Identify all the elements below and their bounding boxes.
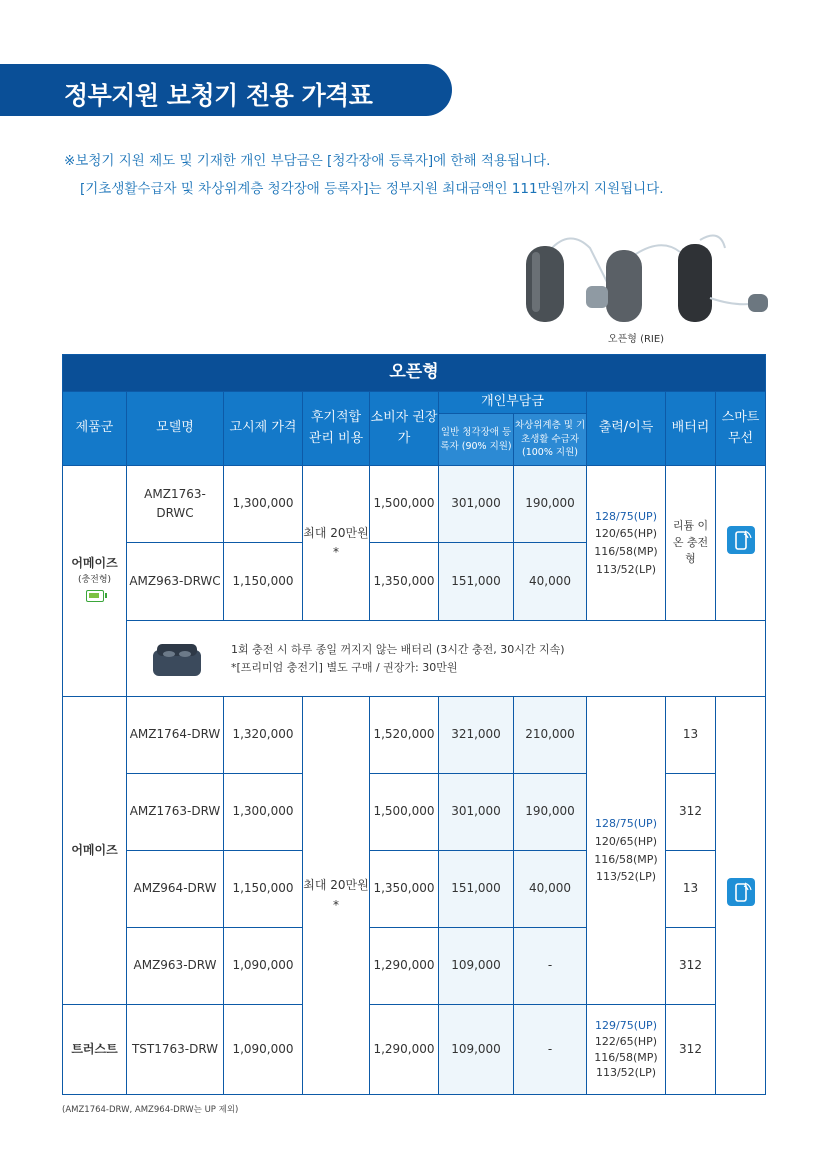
footnote: (AMZ1764-DRW, AMZ964-DRW는 UP 제외) — [62, 1105, 239, 1115]
general-cell: 109,000 — [439, 1005, 514, 1095]
notice-price-cell: 1,090,000 — [224, 928, 303, 1005]
notice-line-2: [기초생활수급자 및 차상위계층 청각장애 등록자]는 정부지원 최대금액인 111만원까지 지원됩니다. — [80, 181, 664, 197]
battery-cell: 13 — [666, 697, 716, 774]
output-up: 128/75(UP) — [595, 817, 657, 831]
header-retail: 소비자 권장가 — [370, 392, 439, 466]
general-cell: 109,000 — [439, 928, 514, 1005]
smart-cell — [716, 697, 766, 1095]
header-model: 모델명 — [127, 392, 224, 466]
output-mp: 116/58(MP) — [594, 545, 658, 558]
retail-cell: 1,350,000 — [370, 851, 439, 928]
charger-image — [149, 638, 205, 680]
retail-cell: 1,290,000 — [370, 928, 439, 1005]
model-cell: TST1763-DRW — [127, 1005, 224, 1095]
notice-price-cell: 1,300,000 — [224, 466, 303, 543]
battery-cell: 리튬 이온 충전형 — [666, 466, 716, 621]
group-amaze-rc — [63, 466, 127, 697]
battery-cell: 13 — [666, 851, 716, 928]
low-income-cell: 210,000 — [514, 697, 587, 774]
smartphone-wireless-icon — [727, 878, 755, 906]
general-cell: 151,000 — [439, 543, 514, 621]
charger-line-1: 1회 충전 시 하루 종일 꺼지지 않는 배터리 (3시간 충전, 30시간 지속) — [231, 643, 565, 657]
table-row — [63, 466, 766, 543]
header-personal: 개인부담금 — [439, 392, 587, 414]
output-lp: 113/52(LP) — [595, 1066, 657, 1080]
image-caption: 오픈형 (RIE) — [607, 334, 665, 345]
table-row — [63, 1005, 766, 1095]
battery-charging-icon — [86, 590, 104, 602]
charger-row — [63, 621, 766, 697]
output-hp: 122/65(HP) — [594, 1034, 658, 1048]
general-cell: 151,000 — [439, 851, 514, 928]
header-notice-price: 고시제 가격 — [224, 392, 303, 466]
header-output: 출력/이득 — [587, 392, 666, 466]
retail-cell: 1,350,000 — [370, 543, 439, 621]
battery-cell: 312 — [666, 928, 716, 1005]
low-income-cell: - — [514, 1005, 587, 1095]
retail-cell: 1,500,000 — [370, 774, 439, 851]
retail-cell: 1,500,000 — [370, 466, 439, 543]
model-cell: AMZ963-DRW — [127, 928, 224, 1005]
output-up: 128/75(UP) — [595, 509, 657, 523]
general-cell: 321,000 — [439, 697, 514, 774]
group-sublabel: (충전형) — [77, 575, 112, 586]
retail-cell: 1,290,000 — [370, 1005, 439, 1095]
battery-cell: 312 — [666, 1005, 716, 1095]
model-cell: AMZ1764-DRW — [127, 697, 224, 774]
table-caption: 오픈형 — [63, 355, 766, 392]
smartphone-wireless-icon — [727, 526, 755, 554]
output-lp: 113/52(LP) — [595, 562, 657, 576]
output-cell — [587, 697, 666, 1005]
notice-price-cell: 1,150,000 — [224, 543, 303, 621]
header-battery: 배터리 — [666, 392, 716, 466]
hearing-aid-image — [510, 228, 780, 328]
battery-cell: 312 — [666, 774, 716, 851]
model-cell: AMZ1763-DRW — [127, 774, 224, 851]
output-cell — [587, 1005, 666, 1095]
group-label: 어메이즈 — [71, 556, 118, 571]
header-personal-general: 일반 청각장애 등록자 (90% 지원) — [439, 414, 514, 466]
header-personal-low: 차상위계층 및 기초생활 수급자 (100% 지원) — [514, 414, 587, 466]
output-mp: 116/58(MP) — [594, 1050, 658, 1064]
smart-cell — [716, 466, 766, 621]
output-up: 129/75(UP) — [595, 1018, 657, 1032]
price-table — [62, 354, 766, 1095]
low-income-cell: 40,000 — [514, 543, 587, 621]
group-amaze: 어메이즈 — [63, 697, 127, 1005]
output-hp: 120/65(HP) — [594, 834, 658, 848]
model-cell: AMZ964-DRW — [127, 851, 224, 928]
low-income-cell: 40,000 — [514, 851, 587, 928]
model-cell: AMZ1763-DRWC — [127, 466, 224, 543]
notice-price-cell: 1,320,000 — [224, 697, 303, 774]
notice-price-cell: 1,150,000 — [224, 851, 303, 928]
general-cell: 301,000 — [439, 466, 514, 543]
header-group: 제품군 — [63, 392, 127, 466]
table-row — [63, 697, 766, 774]
low-income-cell: - — [514, 928, 587, 1005]
model-cell: AMZ963-DRWC — [127, 543, 224, 621]
low-income-cell: 190,000 — [514, 466, 587, 543]
general-cell: 301,000 — [439, 774, 514, 851]
header-aftercare: 후기적합 관리 비용 — [303, 392, 370, 466]
charger-line-2: *[프리미엄 충전기] 별도 구매 / 권장가: 30만원 — [231, 660, 458, 674]
low-income-cell: 190,000 — [514, 774, 587, 851]
aftercare-cell: 최대 20만원* — [303, 697, 370, 1095]
output-cell — [587, 466, 666, 621]
notice-price-cell: 1,300,000 — [224, 774, 303, 851]
group-trust: 트러스트 — [63, 1005, 127, 1095]
notice-line-1: ※보청기 지원 제도 및 기재한 개인 부담금은 [청각장애 등록자]에 한해 적용됩니다. — [64, 153, 551, 169]
output-hp: 120/65(HP) — [594, 527, 658, 541]
charger-info — [127, 621, 766, 697]
aftercare-cell: 최대 20만원* — [303, 466, 370, 621]
retail-cell: 1,520,000 — [370, 697, 439, 774]
notice-price-cell: 1,090,000 — [224, 1005, 303, 1095]
page-title: 정부지원 보청기 전용 가격표 — [64, 81, 373, 110]
output-lp: 113/52(LP) — [595, 870, 657, 884]
header-smart: 스마트 무선 — [716, 392, 766, 466]
output-mp: 116/58(MP) — [594, 852, 658, 866]
